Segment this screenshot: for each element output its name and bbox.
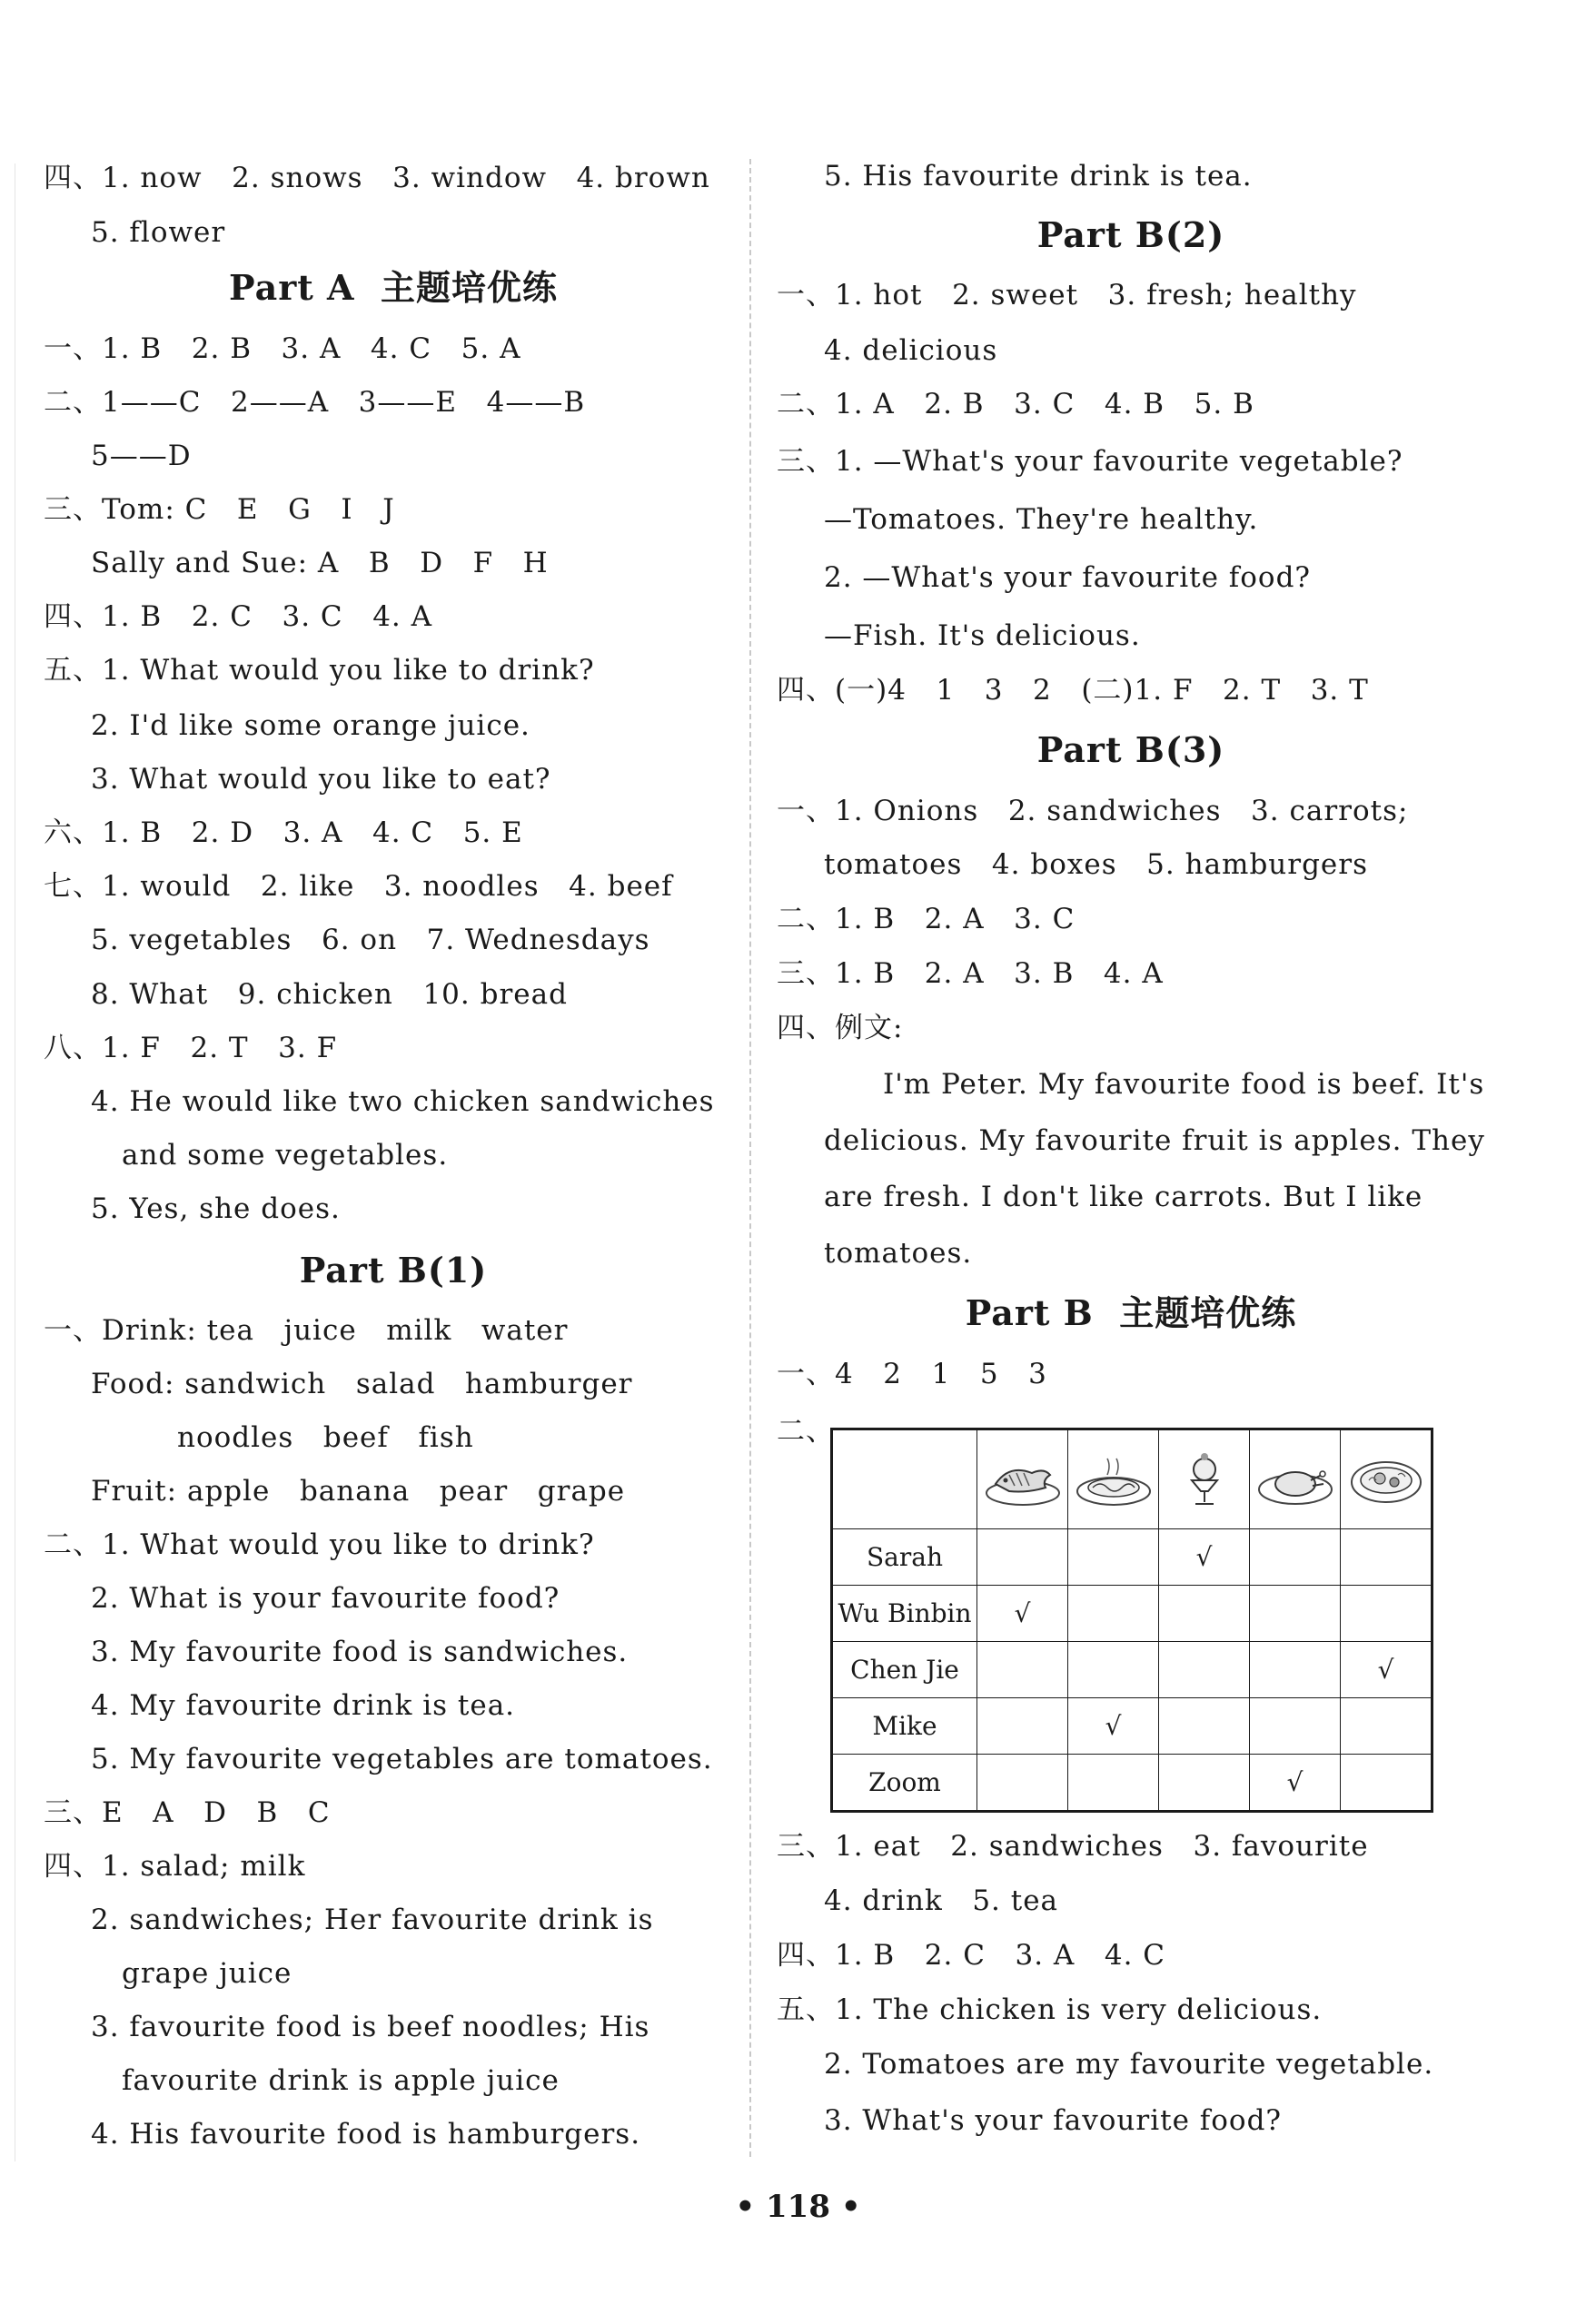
table-cell xyxy=(1341,1642,1432,1698)
answer-line: 4. delicious xyxy=(824,334,998,367)
answer-line: 8. What 9. chicken 10. bread xyxy=(91,978,568,1011)
table-header-cell xyxy=(977,1429,1068,1529)
answer-line: 四、1. B 2. C 3. A 4. C xyxy=(777,1939,1166,1972)
ice-cream-icon xyxy=(1177,1448,1232,1511)
answer-line: 三、1. B 2. A 3. B 4. A xyxy=(777,957,1164,990)
noodles-dish-icon xyxy=(1073,1448,1155,1511)
heading-text-cn: 主题培优练 xyxy=(380,268,558,308)
answer-line: 3. What would you like to eat? xyxy=(91,763,551,796)
table-header-cell xyxy=(1250,1429,1341,1529)
answer-line: 三、Tom: C E G I J xyxy=(44,493,395,526)
answer-line: Sally and Sue: A B D F H xyxy=(91,547,549,579)
answer-line: 5. Yes, she does. xyxy=(91,1192,341,1225)
answer-line: 二、 xyxy=(777,1415,835,1448)
answer-line: tomatoes 4. boxes 5. hamburgers xyxy=(824,848,1368,881)
answer-line: 三、1. —What's your favourite vegetable? xyxy=(777,445,1403,478)
table-cell xyxy=(977,1529,1068,1586)
essay-line: delicious. My favourite fruit is apples. They xyxy=(824,1124,1485,1157)
answer-line: 5. flower xyxy=(91,216,226,249)
answer-line: 四、1. salad; milk xyxy=(44,1850,306,1883)
answer-line: 5. vegetables 6. on 7. Wednesdays xyxy=(91,924,650,956)
answer-line: 3. What's your favourite food? xyxy=(824,2104,1283,2137)
answer-line: 一、4 2 1 5 3 xyxy=(777,1358,1047,1390)
answer-line: noodles beef fish xyxy=(177,1421,474,1454)
table-cell xyxy=(1159,1586,1250,1642)
answer-line: 五、1. The chicken is very delicious. xyxy=(777,1993,1323,2026)
answer-line: 三、1. eat 2. sandwiches 3. favourite xyxy=(777,1830,1369,1863)
check-mark: √ xyxy=(1195,1542,1213,1572)
table-header-cell xyxy=(1159,1429,1250,1529)
answer-line: —Tomatoes. They're healthy. xyxy=(824,503,1259,536)
answer-line: 二、1——C 2——A 3——E 4——B xyxy=(44,386,586,419)
answer-line: 2. sandwiches; Her favourite drink is xyxy=(91,1904,654,1936)
check-mark: √ xyxy=(1377,1655,1394,1685)
answer-line: 二、1. What would you like to drink? xyxy=(44,1528,595,1561)
table-header-cell xyxy=(1341,1429,1432,1529)
answer-line: 一、Drink: tea juice milk water xyxy=(44,1314,569,1347)
row-name: Mike xyxy=(832,1698,977,1755)
answer-line: 4. His favourite food is hamburgers. xyxy=(91,2118,641,2151)
table-corner-cell xyxy=(832,1429,977,1529)
check-mark: √ xyxy=(1286,1767,1304,1797)
table-cell xyxy=(1159,1529,1250,1586)
fish-dish-icon xyxy=(982,1448,1064,1511)
row-name: Chen Jie xyxy=(832,1642,977,1698)
egg-soup-icon xyxy=(1345,1448,1427,1511)
answer-line: 4. My favourite drink is tea. xyxy=(91,1689,516,1722)
table-header-row xyxy=(832,1429,1432,1529)
table-cell xyxy=(1068,1529,1159,1586)
table-cell xyxy=(1341,1755,1432,1812)
check-mark: √ xyxy=(1014,1598,1031,1628)
table-cell xyxy=(1250,1586,1341,1642)
table-cell xyxy=(1159,1642,1250,1698)
answer-line: and some vegetables. xyxy=(122,1139,449,1172)
answer-line: 八、1. F 2. T 3. F xyxy=(44,1032,338,1064)
table-cell xyxy=(1250,1642,1341,1698)
table-cell xyxy=(1068,1642,1159,1698)
table-row xyxy=(832,1642,1432,1698)
answer-line: 4. He would like two chicken sandwiches xyxy=(91,1085,715,1118)
table-row xyxy=(832,1698,1432,1755)
heading-text-cn: 主题培优练 xyxy=(1119,1293,1297,1333)
answer-line: 2. What is your favourite food? xyxy=(91,1582,560,1615)
answer-line: 四、1. now 2. snows 3. window 4. brown xyxy=(44,162,710,194)
table-cell xyxy=(1068,1586,1159,1642)
row-name: Zoom xyxy=(832,1755,977,1812)
row-name: Sarah xyxy=(832,1529,977,1586)
table-cell xyxy=(977,1586,1068,1642)
answer-line: 六、1. B 2. D 3. A 4. C 5. E xyxy=(44,816,523,849)
answer-line: 二、1. A 2. B 3. C 4. B 5. B xyxy=(777,388,1254,420)
column-divider xyxy=(749,159,751,2157)
section-heading-part-b3: Part B(3) xyxy=(1036,729,1225,770)
answer-line: favourite drink is apple juice xyxy=(122,2064,560,2097)
answer-line: 一、1. hot 2. sweet 3. fresh; healthy xyxy=(777,279,1357,312)
answer-line: Food: sandwich salad hamburger xyxy=(91,1368,633,1400)
table-cell xyxy=(1068,1755,1159,1812)
answer-line: grape juice xyxy=(122,1957,292,1990)
answer-line: 二、1. B 2. A 3. C xyxy=(777,903,1076,935)
answer-line: 2. —What's your favourite food? xyxy=(824,561,1312,594)
table-cell xyxy=(1068,1698,1159,1755)
section-heading-part-b2: Part B(2) xyxy=(1036,214,1225,255)
essay-line: tomatoes. xyxy=(824,1237,973,1270)
table-cell xyxy=(1250,1755,1341,1812)
chicken-dish-icon xyxy=(1254,1448,1336,1511)
table-cell xyxy=(1341,1529,1432,1586)
answer-line: 2. I'd like some orange juice. xyxy=(91,709,530,742)
table-row xyxy=(832,1586,1432,1642)
answer-line: Fruit: apple banana pear grape xyxy=(91,1475,626,1508)
section-heading-part-b1: Part B(1) xyxy=(299,1250,488,1291)
page-number: • 118 • xyxy=(735,2189,861,2225)
answer-line: 四、1. B 2. C 3. C 4. A xyxy=(44,600,433,633)
answer-line: 2. Tomatoes are my favourite vegetable. xyxy=(824,2048,1434,2081)
table-cell xyxy=(1341,1698,1432,1755)
answer-line: 五、1. What would you like to drink? xyxy=(44,654,595,687)
table-row xyxy=(832,1755,1432,1812)
answer-line: 3. favourite food is beef noodles; His xyxy=(91,2011,650,2043)
section-heading-part-b xyxy=(777,1292,1485,1334)
check-mark: √ xyxy=(1105,1711,1122,1741)
table-cell xyxy=(1250,1698,1341,1755)
answer-line: 3. My favourite food is sandwiches. xyxy=(91,1636,629,1668)
heading-text: Part B xyxy=(965,1292,1094,1333)
answer-line: 4. drink 5. tea xyxy=(824,1884,1059,1917)
answer-line: 四、例文: xyxy=(777,1012,904,1044)
answer-line: 5. My favourite vegetables are tomatoes. xyxy=(91,1743,713,1775)
answer-line: 一、1. Onions 2. sandwiches 3. carrots; xyxy=(777,795,1409,827)
table-cell xyxy=(1341,1586,1432,1642)
table-cell xyxy=(1159,1755,1250,1812)
essay-line: I'm Peter. My favourite food is beef. It's xyxy=(883,1068,1485,1101)
answer-line: 5——D xyxy=(91,440,192,472)
answer-line: 三、E A D B C xyxy=(44,1796,331,1829)
answer-line: 四、(一)4 1 3 2 (二)1. F 2. T 3. T xyxy=(777,674,1369,707)
food-survey-table xyxy=(830,1428,1433,1813)
answer-line: 一、1. B 2. B 3. A 4. C 5. A xyxy=(44,332,521,365)
heading-text: Part A xyxy=(229,267,355,308)
essay-line: are fresh. I don't like carrots. But I like xyxy=(824,1181,1423,1213)
answer-line: —Fish. It's delicious. xyxy=(824,619,1141,652)
row-name: Wu Binbin xyxy=(832,1586,977,1642)
answer-line: 七、1. would 2. like 3. noodles 4. beef xyxy=(44,870,673,903)
table-cell xyxy=(977,1642,1068,1698)
section-heading-part-a xyxy=(44,267,743,309)
table-cell xyxy=(1159,1698,1250,1755)
table-row xyxy=(832,1529,1432,1586)
table-cell xyxy=(977,1698,1068,1755)
table-cell xyxy=(977,1755,1068,1812)
table-cell xyxy=(1250,1529,1341,1586)
table-header-cell xyxy=(1068,1429,1159,1529)
answer-line: 5. His favourite drink is tea. xyxy=(824,160,1253,193)
